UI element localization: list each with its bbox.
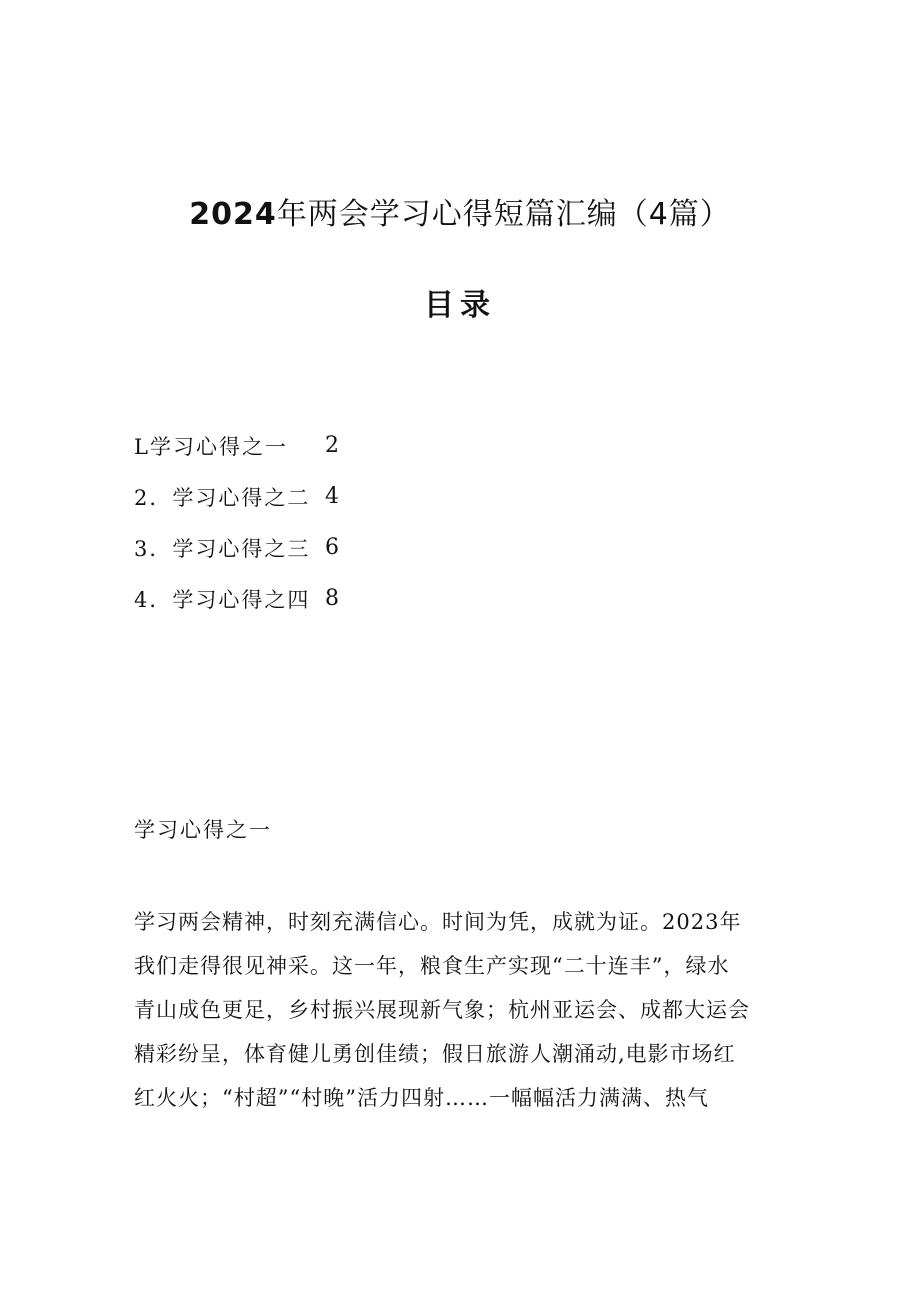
toc-item-label: L学习心得之一 [134, 434, 288, 459]
toc-item-1[interactable] [134, 420, 534, 471]
body-line: 精彩纷呈，体育健儿勇创佳绩；假日旅游人潮涌动,电影市场红 [134, 1042, 736, 1066]
toc-item-4[interactable] [134, 573, 534, 624]
toc-item-label: 3．学习心得之三 [134, 536, 311, 561]
document-title [0, 193, 920, 237]
toc-item-3[interactable] [134, 522, 534, 573]
body-line: 我们走得很见神采。这一年，粮食生产实现“二十连丰”，绿水 [134, 954, 730, 978]
body-line: 红火火；“村超”“村晚”活力四射……一幅幅活力满满、热气 [134, 1086, 709, 1110]
title-text: 年两会学习心得短篇汇编（4篇） [276, 197, 731, 232]
section-body [134, 900, 794, 1120]
toc-item-page: 8 [325, 586, 339, 611]
title-year: 2024 [189, 197, 277, 232]
toc-item-label: 2．学习心得之二 [134, 485, 311, 510]
toc-item-page: 4 [325, 484, 339, 509]
toc-item-page: 2 [325, 433, 339, 458]
toc-item-2[interactable] [134, 471, 534, 522]
toc-heading: 目录 [424, 288, 496, 323]
toc-item-page: 6 [325, 535, 339, 560]
body-line: 青山成色更足，乡村振兴展现新气象；杭州亚运会、成都大运会 [134, 998, 750, 1022]
toc-item-label: 4．学习心得之四 [134, 587, 311, 612]
body-line: 学习两会精神，时刻充满信心。时间为凭，成就为证。2023年 [134, 910, 742, 934]
table-of-contents [134, 420, 534, 624]
section-heading: 学习心得之一 [134, 818, 272, 842]
